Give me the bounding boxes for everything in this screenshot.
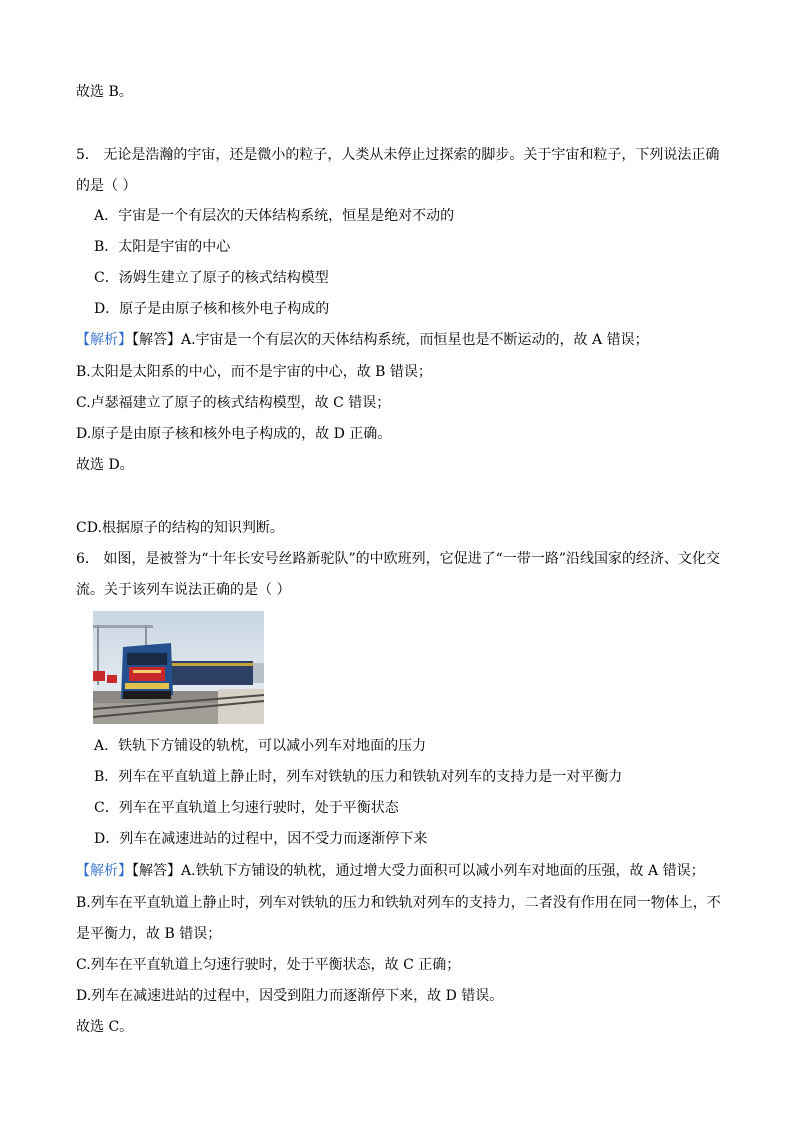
prev-conclusion: 故选 B。	[76, 84, 133, 100]
q5-stem-line2: 的是（ ）	[76, 178, 137, 194]
q5-answer-tag: 【解答】	[132, 332, 181, 348]
q5-option-b: B．太阳是宇宙的中心	[94, 239, 231, 255]
q5-remark: CD.根据原子的结构的知识判断。	[76, 520, 284, 536]
q6-option-c: C．列车在平直轨道上匀速行驶时，处于平衡状态	[94, 800, 399, 816]
q6-stem-line2: 流。关于该列车说法正确的是（ ）	[76, 582, 291, 598]
q6-option-b: B．列车在平直轨道上静止时，列车对铁轨的压力和铁轨对列车的支持力是一对平衡力	[94, 769, 623, 785]
q5-conclusion: 故选 D。	[76, 457, 134, 473]
q5-analysis-line1	[76, 330, 649, 350]
train-photo	[93, 611, 264, 724]
q5-analysis-b: B.太阳是太阳系的中心，而不是宇宙的中心，故 B 错误；	[76, 364, 432, 380]
q5-option-c: C．汤姆生建立了原子的核式结构模型	[94, 270, 329, 286]
q6-analysis-d: D.列车在减速进站的过程中，因受到阻力而逐渐停下来，故 D 错误。	[76, 988, 504, 1004]
q6-option-a: A．铁轨下方铺设的轨枕，可以减小列车对地面的压力	[94, 738, 427, 754]
q6-analysis-b2: 是平衡力，故 B 错误；	[76, 926, 222, 942]
q5-analysis-a: A.宇宙是一个有层次的天体结构系统，而恒星也是不断运动的，故 A 错误；	[181, 332, 649, 348]
q6-conclusion: 故选 C。	[76, 1019, 134, 1035]
q6-stem-line1: 6． 如图，是被誉为“十年长安号丝路新驼队”的中欧班列，它促进了“一带一路”沿线国家的经济、文化交	[76, 551, 720, 567]
q6-answer-tag: 【解答】	[132, 863, 181, 879]
q6-analysis-c: C.列车在平直轨道上匀速行驶时，处于平衡状态，故 C 正确；	[76, 957, 461, 973]
q6-analysis-a: A.铁轨下方铺设的轨枕，通过增大受力面积可以减小列车对地面的压强，故 A 错误；	[181, 863, 705, 879]
q6-option-d: D．列车在减速进站的过程中，因不受力而逐渐停下来	[94, 831, 428, 847]
q5-analysis-tag: 【解析】	[76, 332, 132, 348]
q5-option-a: A．宇宙是一个有层次的天体结构系统，恒星是绝对不动的	[94, 208, 455, 224]
q5-analysis-c: C.卢瑟福建立了原子的核式结构模型，故 C 错误；	[76, 395, 391, 411]
q6-analysis-tag: 【解析】	[76, 863, 132, 879]
q5-option-d: D．原子是由原子核和核外电子构成的	[94, 301, 330, 317]
q5-stem-line1: 5． 无论是浩瀚的宇宙，还是微小的粒子，人类从未停止过探索的脚步。关于宇宙和粒子，下列说法正确	[76, 147, 720, 163]
q6-analysis-line1	[76, 861, 705, 881]
q6-analysis-b1: B.列车在平直轨道上静止时，列车对铁轨的压力和铁轨对列车的支持力，二者没有作用在同一物体上，不	[76, 895, 721, 911]
q5-analysis-d: D.原子是由原子核和核外电子构成的，故 D 正确。	[76, 426, 392, 442]
